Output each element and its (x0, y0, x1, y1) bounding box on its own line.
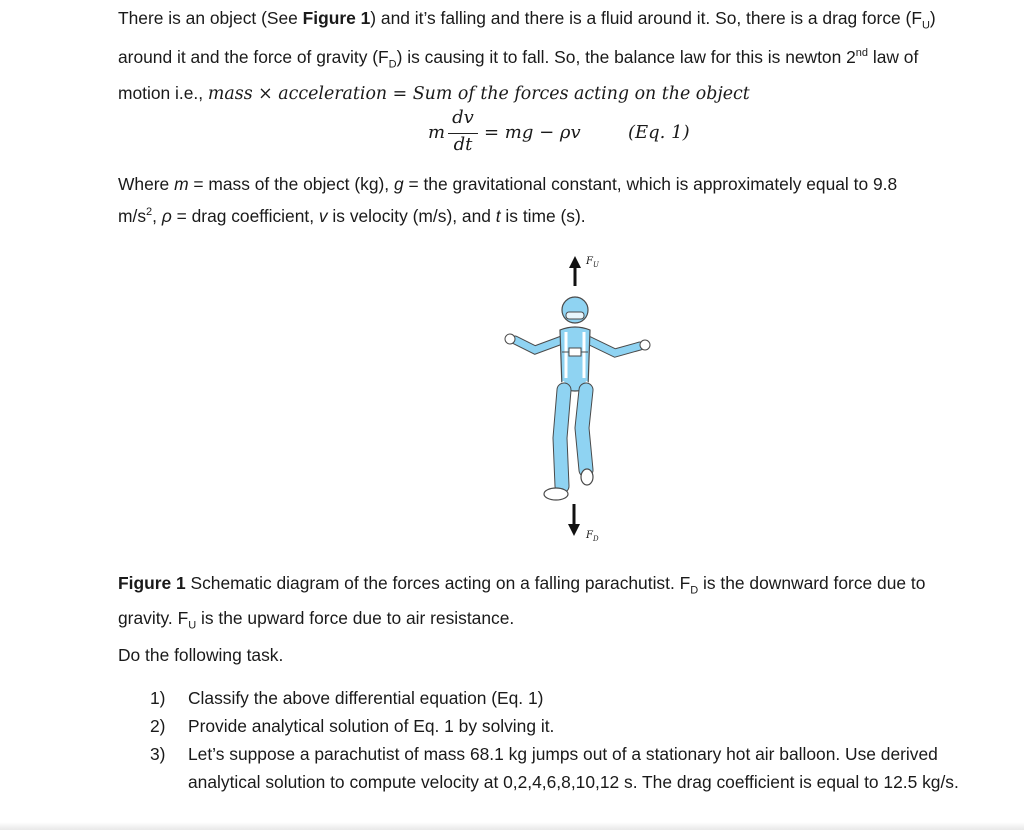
eq-mass: m (428, 122, 446, 143)
intro-paragraph (118, 4, 1018, 108)
eq-denominator: dt (453, 134, 473, 155)
downward-force-arrow (568, 504, 580, 536)
eq-rhs: = mg − ρv (484, 122, 581, 143)
downward-force-label: $F_D$ (586, 530, 599, 543)
figure-reference: Figure 1 (302, 8, 371, 28)
list-item: 1) Classify the above differential equation (Eq. 1) (150, 688, 544, 708)
list-item: 2) Provide analytical solution of Eq. 1 by solving it. (150, 716, 555, 736)
upward-force-arrow (569, 256, 581, 286)
page-bottom-edge (0, 822, 1024, 830)
parachutist-illustration (490, 248, 670, 548)
task-list (150, 684, 1015, 796)
task-intro: Do the following task. (118, 645, 284, 665)
balance-law-math: mass × acceleration = Sum of the forces acting on the object (207, 83, 750, 104)
figure-caption: Figure 1 Schematic diagram of the forces acting on a falling parachutist. $F_D$ is the downward force due to gravity. $F_U$ is the upward force due to air resistance. (118, 573, 926, 632)
eq-numerator: dv (452, 107, 474, 128)
intro-line-1: There is an object (See Figure 1) and it’s falling and there is a fluid around it. So, there is a drag force $(F_U)$ (118, 8, 936, 32)
eq-label: (Eq. 1) (628, 122, 690, 143)
list-item: 3) Let’s suppose a parachutist of mass 68.1 kg jumps out of a stationary hot air balloon. Use derived analytical solution to compute velocity at 0,2,4,6,8,10,12 s. The drag coefficient is equal to 12.5 kg/s. (150, 744, 959, 792)
parachutist-figure (490, 248, 670, 548)
definitions-paragraph: Where m = mass of the object (kg), g = the gravitational constant, which is approximately equal to 9.8 $m/s^2$, ρ = drag coefficient, v is velocity (m/s), and t is time (s). (118, 174, 898, 226)
intro-line-2: around it and the force of gravity $(F_D)$ is causing it to fall. So, the balance law for this is newton 2nd law of (118, 47, 919, 71)
upward-force-label: $F_U$ (586, 256, 599, 269)
intro-line-3: motion i.e., mass × acceleration = Sum of the forces acting on the object (118, 82, 750, 104)
